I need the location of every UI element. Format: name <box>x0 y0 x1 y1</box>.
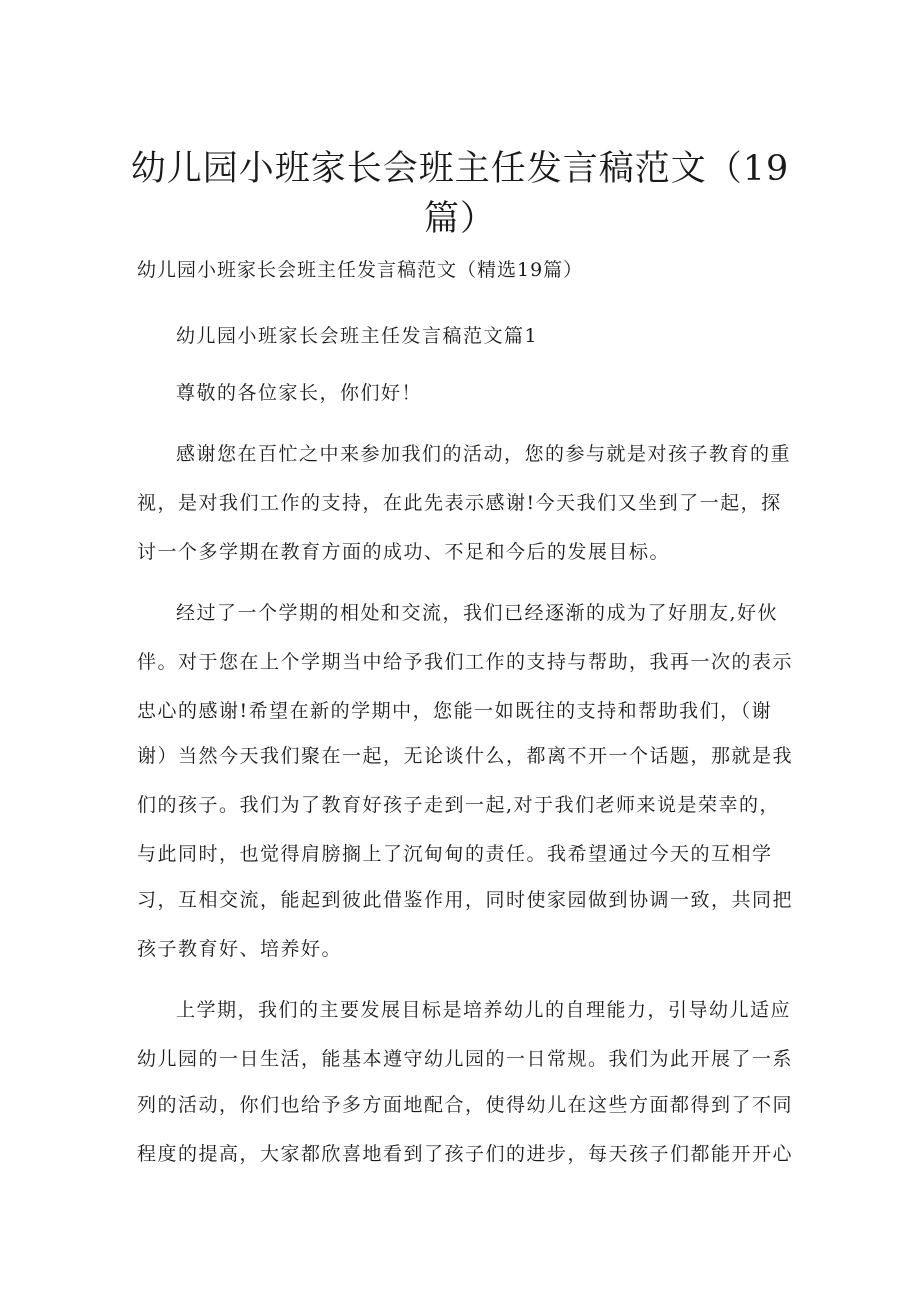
paragraph-line: 习，互相交流，能起到彼此借鉴作用，同时使家园做到协调一致，共同把 <box>137 889 794 911</box>
paragraph-line: 忠心的感谢!希望在新的学期中，您能一如既往的支持和帮助我们，（谢 <box>137 700 773 722</box>
paragraph-line: 孩子教育好、培养好。 <box>137 938 343 960</box>
greeting: 尊敬的各位家长，你们好！ <box>176 382 423 404</box>
paragraph-line: 程度的提高，大家都欣喜地看到了孩子们的进步，每天孩子们都能开开心 <box>137 1143 794 1165</box>
paragraph-line: 谢）当然今天我们聚在一起，无论谈什么，都离不开一个话题，那就是我 <box>137 745 794 767</box>
paragraph-line: 们的孩子。我们为了教育好孩子走到一起,对于我们老师来说是荣幸的， <box>137 794 781 816</box>
document-title: 幼儿园小班家长会班主任发言稿范文（19篇） <box>130 149 790 239</box>
paragraph-line: 经过了一个学期的相处和交流，我们已经逐渐的成为了好朋友,好伙 <box>176 602 779 624</box>
paragraph-line: 列的活动，你们也给予多方面地配合，使得幼儿在这些方面都得到了不同 <box>137 1094 794 1116</box>
paragraph-line: 与此同时，也觉得肩膀搁上了沉甸甸的责任。我希望通过今天的互相学 <box>137 843 773 865</box>
section-heading: 幼儿园小班家长会班主任发言稿范文篇1 <box>176 325 539 347</box>
paragraph-line: 感谢您在百忙之中来参加我们的活动，您的参与就是对孩子教育的重 <box>176 443 792 465</box>
paragraph-line: 视，是对我们工作的支持，在此先表示感谢!今天我们又坐到了一起，探 <box>137 492 782 514</box>
paragraph-line: 伴。对于您在上个学期当中给予我们工作的支持与帮助，我再一次的表示 <box>137 651 794 673</box>
document-subtitle: 幼儿园小班家长会班主任发言稿范文（精选19篇） <box>137 259 584 281</box>
paragraph-line: 幼儿园的一日生活，能基本遵守幼儿园的一日常规。我们为此开展了一系 <box>137 1048 794 1070</box>
paragraph-line: 讨一个多学期在教育方面的成功、不足和今后的发展目标。 <box>137 541 671 563</box>
paragraph-line: 上学期，我们的主要发展目标是培养幼儿的自理能力，引导幼儿适应 <box>176 999 792 1021</box>
